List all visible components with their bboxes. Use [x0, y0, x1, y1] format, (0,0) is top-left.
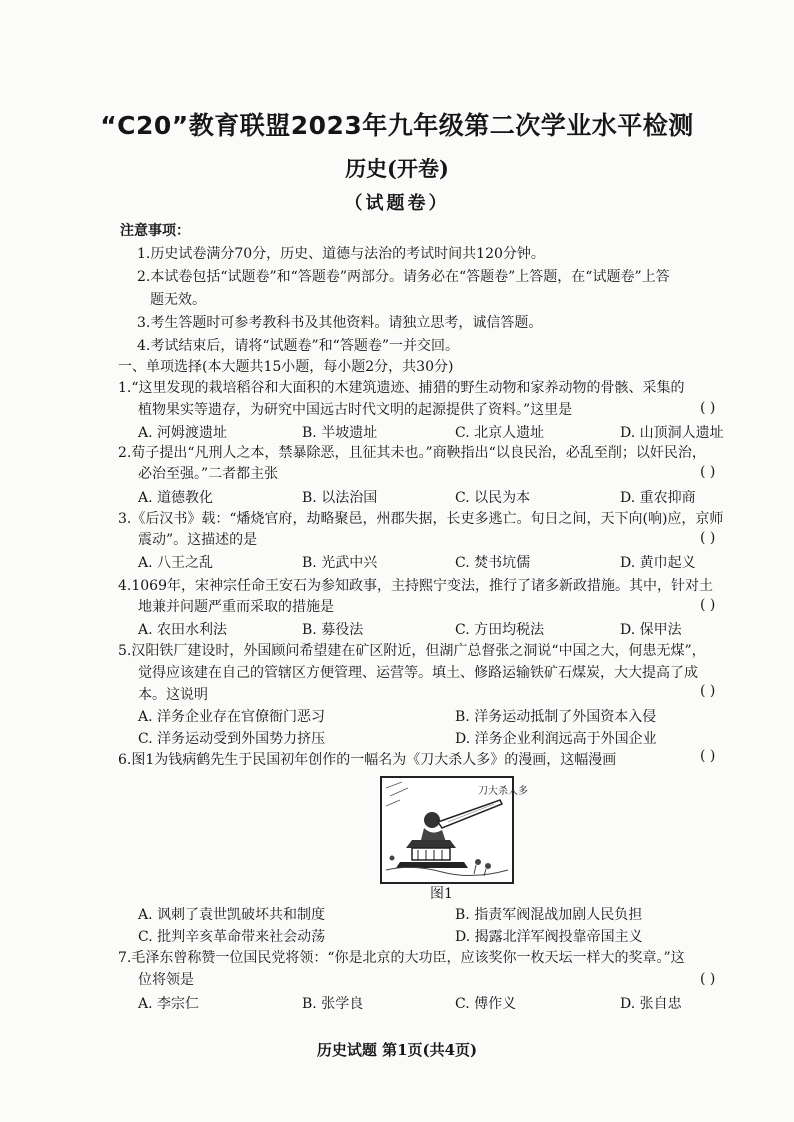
- option-b: B. 洋务运动抵制了外国资本入侵: [455, 709, 657, 725]
- answer-paren: ( ): [700, 748, 716, 764]
- note-item: 题无效。: [150, 292, 206, 308]
- option-c: C. 方田均税法: [455, 622, 545, 638]
- section-heading: 一、单项选择(本大题共15小题，每小题2分，共30分): [118, 359, 454, 375]
- option-b: B. 以法治国: [302, 490, 378, 506]
- question-2-line: 必治至强。”二者都主张: [138, 466, 279, 482]
- option-d: D. 保甲法: [620, 622, 682, 638]
- note-item: 2.本试卷包括“试题卷”和“答题卷”两部分。请务必在“答题卷”上答题，在“试题卷”上答: [137, 269, 670, 285]
- option-d: D. 揭露北洋军阀投靠帝国主义: [455, 929, 643, 945]
- option-a: A. 讽刺了袁世凯破坏共和制度: [138, 907, 326, 923]
- paper-type: （试题卷）: [344, 193, 450, 214]
- question-4-line: 4.1069年，宋神宗任命王安石为参知政事，主持熙宁变法，推行了诸多新政措施。其中，针对土: [118, 578, 713, 594]
- option-b: B. 半坡遗址: [302, 425, 378, 441]
- note-item: 4.考试结束后，请将“试题卷”和“答题卷”一并交回。: [137, 338, 459, 354]
- option-b: B. 指责军阀混战加剧人民负担: [455, 907, 643, 923]
- note-item: 3.考生答题时可参考教科书及其他资料。请独立思考，诚信答题。: [137, 315, 543, 331]
- note-item: 1.历史试卷满分70分，历史、道德与法治的考试时间共120分钟。: [137, 246, 545, 262]
- answer-paren: ( ): [700, 464, 716, 480]
- figure-caption: 图1: [430, 886, 453, 902]
- option-c: C. 以民为本: [455, 490, 531, 506]
- notes-heading: 注意事项：: [120, 223, 190, 239]
- answer-paren: ( ): [700, 971, 716, 987]
- answer-paren: ( ): [700, 400, 716, 416]
- question-1-line: 植物果实等遗存，为研究中国远古时代文明的起源提供了资料。”这里是: [138, 402, 573, 418]
- answer-paren: ( ): [700, 683, 716, 699]
- option-c: C. 北京人遗址: [455, 425, 545, 441]
- option-c: C. 批判辛亥革命带来社会动荡: [138, 929, 326, 945]
- option-a: A. 八王之乱: [138, 555, 214, 571]
- option-a: A. 李宗仁: [138, 996, 200, 1012]
- question-5-line: 觉得应该建在自己的管辖区方便管理、运营等。填土、修路运输铁矿石煤炭，大大提高了成: [138, 665, 698, 681]
- option-c: C. 傅作义: [455, 996, 517, 1012]
- cartoon-title-text: 刀大杀人多: [478, 786, 528, 797]
- answer-paren: ( ): [700, 597, 716, 613]
- option-a: A. 农田水利法: [138, 622, 228, 638]
- cartoon-illustration: [382, 778, 528, 882]
- option-d: D. 张自忠: [620, 996, 682, 1012]
- question-7-line: 7.毛泽东曾称赞一位国民党将领：“你是北京的大功臣，应该奖你一枚天坛一样大的奖章。”这: [118, 950, 685, 966]
- option-b: B. 光武中兴: [302, 555, 378, 571]
- exam-title: “C20”教育联盟2023年九年级第二次学业水平检测: [100, 111, 694, 140]
- option-b: B. 张学良: [302, 996, 364, 1012]
- question-3-line: 震动”。这描述的是: [138, 532, 258, 548]
- option-a: A. 道德教化: [138, 490, 214, 506]
- question-4-line: 地兼并问题严重而采取的措施是: [138, 599, 334, 615]
- question-5-line: 本。这说明: [138, 687, 208, 703]
- option-d: D. 重农抑商: [620, 490, 696, 506]
- option-c: C. 焚书坑儒: [455, 555, 531, 571]
- exam-subtitle: 历史(开卷): [345, 156, 449, 181]
- answer-paren: ( ): [700, 530, 716, 546]
- cartoon-figure: [380, 776, 528, 884]
- option-d: D. 山顶洞人遗址: [620, 425, 724, 441]
- option-a: A. 河姆渡遗址: [138, 425, 228, 441]
- question-1-line: 1.“这里发现的栽培稻谷和大面积的木建筑遗迹、捕猎的野生动物和家养动物的骨骸、采集的: [118, 380, 685, 396]
- option-b: B. 募役法: [302, 622, 364, 638]
- option-c: C. 洋务运动受到外国势力挤压: [138, 731, 326, 747]
- page-footer: 历史试题 第1页(共4页): [316, 1041, 478, 1059]
- question-3-line: 3.《后汉书》载：“燔烧官府，劫略聚邑，州郡失据，长吏多逃亡。旬日之间，天下向(响)应，京师: [118, 511, 724, 527]
- option-a: A. 洋务企业存在官僚衙门恶习: [138, 709, 326, 725]
- question-5-line: 5.汉阳铁厂建设时，外国顾问希望建在矿区附近，但湖广总督张之洞说“中国之大，何患无煤”，: [118, 643, 706, 659]
- question-7-line: 位将领是: [138, 972, 194, 988]
- question-2-line: 2.荀子提出“凡刑人之本，禁暴除恶，且征其未也。”商鞅指出“以良民治，必乱至削；以奸民治，: [118, 445, 706, 461]
- option-d: D. 黄巾起义: [620, 555, 696, 571]
- option-d: D. 洋务企业利润远高于外国企业: [455, 731, 657, 747]
- question-6-line: 6.图1为钱病鹤先生于民国初年创作的一幅名为《刀大杀人多》的漫画，这幅漫画: [118, 752, 617, 768]
